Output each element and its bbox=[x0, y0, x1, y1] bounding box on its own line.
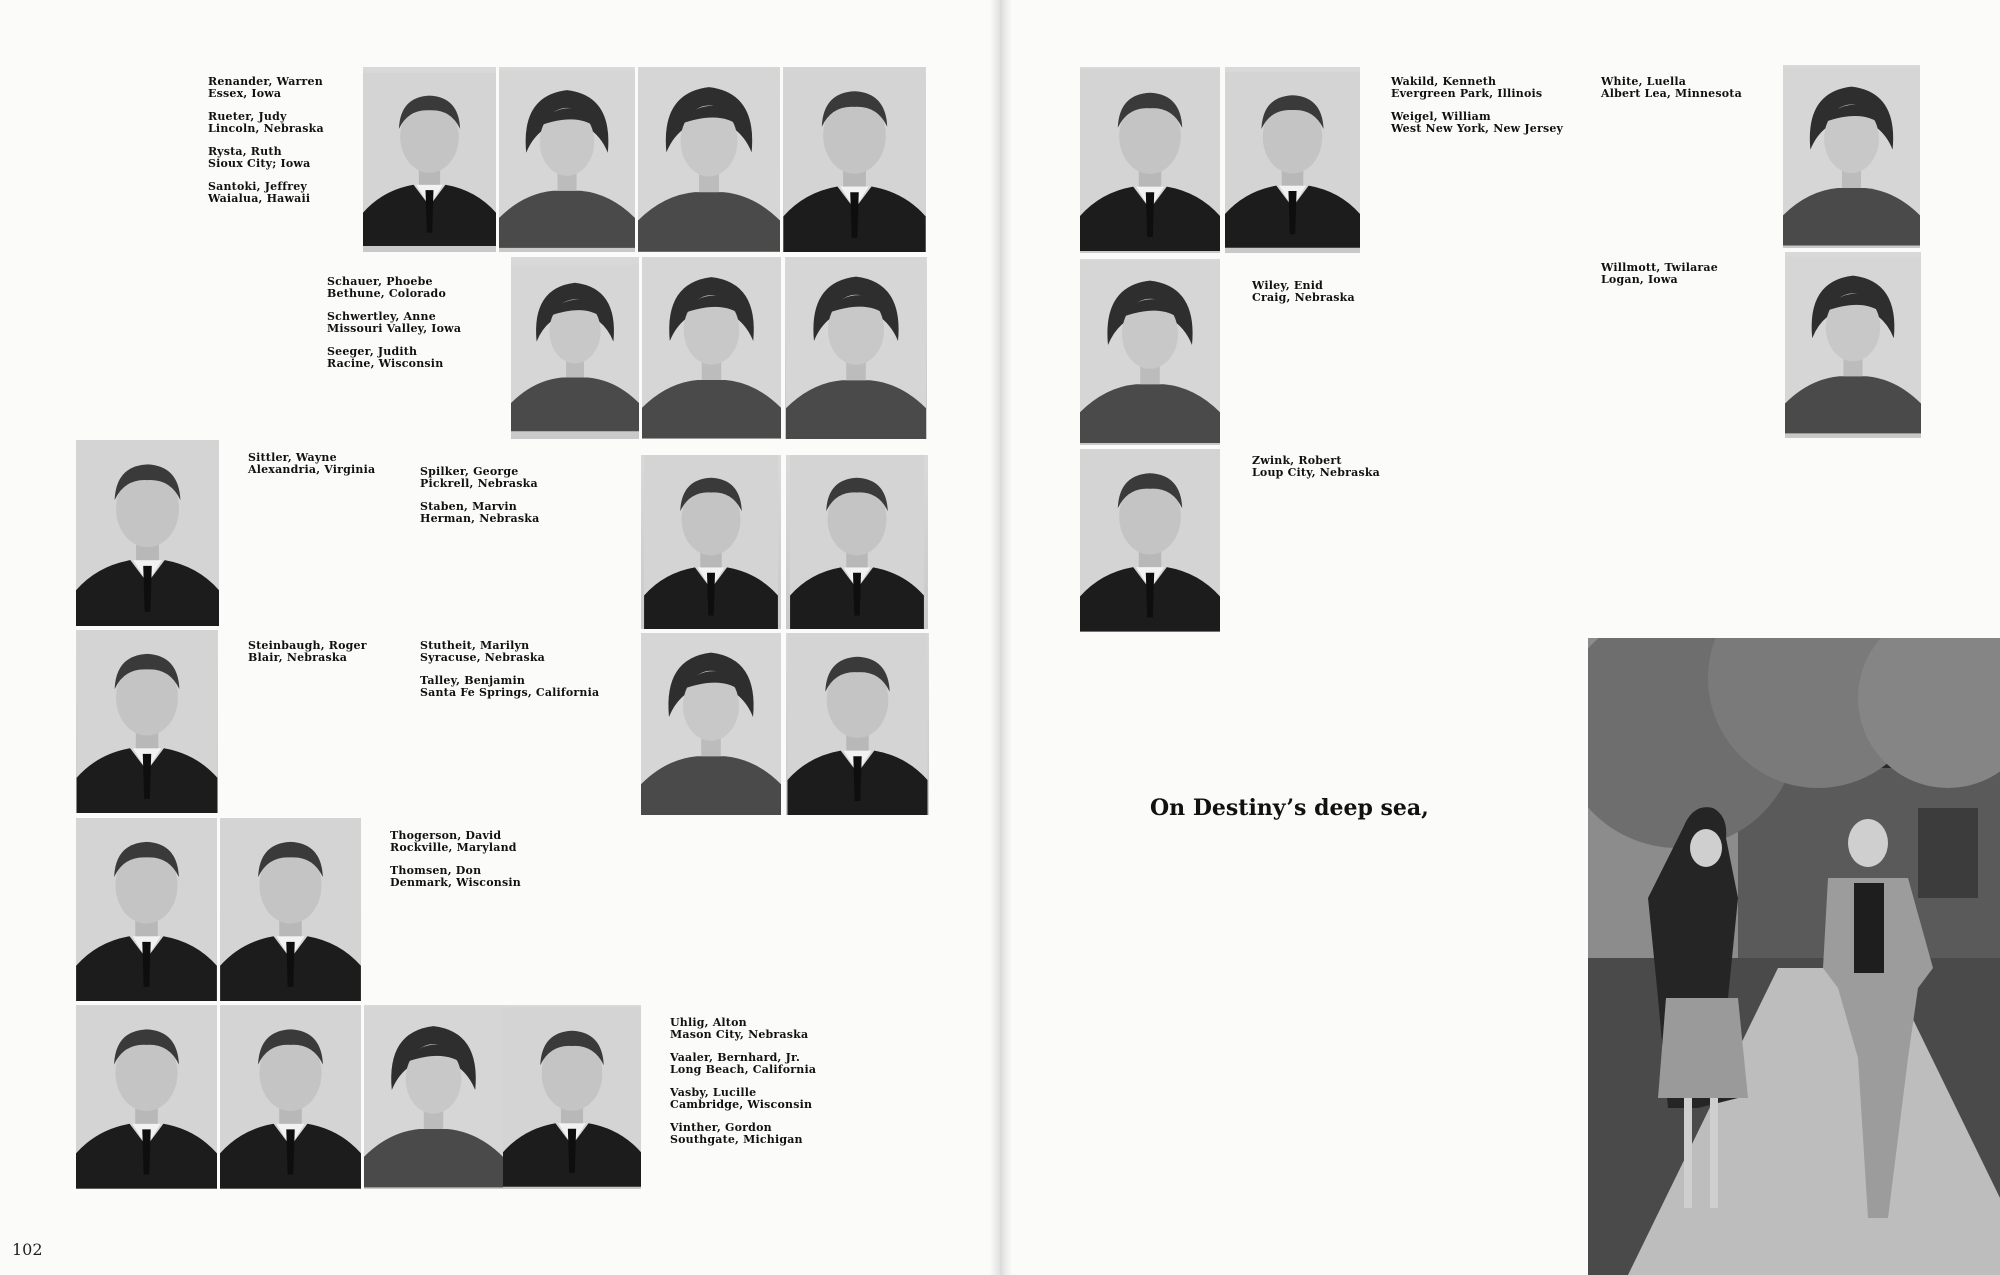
name-list-g2 bbox=[327, 276, 461, 381]
student-name: Renander, Warren bbox=[208, 75, 323, 88]
portrait-photo bbox=[499, 67, 635, 252]
student-entry bbox=[670, 1052, 816, 1076]
student-hometown: Santa Fe Springs, California bbox=[420, 686, 600, 699]
student-hometown: Loup City, Nebraska bbox=[1252, 466, 1381, 479]
page-gutter bbox=[990, 0, 1012, 1275]
student-hometown: Alexandria, Virginia bbox=[248, 463, 376, 476]
student-name: Weigel, William bbox=[1391, 110, 1491, 123]
student-entry bbox=[1391, 111, 1563, 135]
portrait-photo bbox=[786, 633, 929, 815]
portrait-photo bbox=[76, 818, 217, 1001]
campus-photo bbox=[1588, 638, 2000, 1275]
portrait-photo bbox=[638, 67, 780, 252]
student-hometown: Blair, Nebraska bbox=[248, 651, 348, 664]
student-entry bbox=[248, 640, 367, 664]
student-name: Wiley, Enid bbox=[1252, 279, 1323, 292]
name-list-g12 bbox=[1252, 280, 1355, 315]
student-entry bbox=[420, 501, 539, 525]
student-hometown: Lincoln, Nebraska bbox=[208, 122, 324, 135]
student-entry bbox=[1252, 280, 1355, 304]
student-entry bbox=[248, 452, 375, 476]
portrait-photo bbox=[786, 455, 928, 629]
student-name: Thogerson, David bbox=[390, 829, 502, 842]
portrait-photo bbox=[1080, 259, 1220, 445]
student-name: Steinbaugh, Roger bbox=[248, 639, 367, 652]
student-name: Uhlig, Alton bbox=[670, 1016, 747, 1029]
portrait-photo bbox=[220, 818, 361, 1001]
student-entry bbox=[1601, 76, 1742, 100]
student-entry bbox=[327, 276, 461, 300]
student-name: Schwertley, Anne bbox=[327, 310, 436, 323]
student-entry bbox=[670, 1087, 816, 1111]
page-number: 102 bbox=[12, 1240, 43, 1259]
student-hometown: Cambridge, Wisconsin bbox=[670, 1098, 813, 1111]
student-entry bbox=[208, 111, 324, 135]
portrait-photo bbox=[1080, 67, 1220, 253]
name-list-g10 bbox=[1601, 76, 1742, 111]
student-hometown: Racine, Wisconsin bbox=[327, 357, 444, 370]
student-hometown: Evergreen Park, Illinois bbox=[1391, 87, 1543, 100]
student-hometown: Sioux City; Iowa bbox=[208, 157, 311, 170]
name-list-g1 bbox=[208, 76, 324, 216]
portrait-photo bbox=[76, 440, 219, 626]
student-entry bbox=[1252, 455, 1380, 479]
portrait-photo bbox=[76, 630, 218, 813]
student-name: Vinther, Gordon bbox=[670, 1121, 772, 1134]
student-hometown: Bethune, Colorado bbox=[327, 287, 446, 300]
portrait-photo bbox=[1225, 67, 1360, 253]
portrait-photo bbox=[363, 67, 496, 252]
name-list-g13 bbox=[1252, 455, 1380, 490]
student-hometown: Craig, Nebraska bbox=[1252, 291, 1355, 304]
portrait-photo bbox=[641, 455, 781, 629]
student-name: Rysta, Ruth bbox=[208, 145, 282, 158]
portrait-photo bbox=[1080, 449, 1220, 632]
student-name: Schauer, Phoebe bbox=[327, 275, 433, 288]
portrait-photo bbox=[642, 257, 781, 439]
student-entry bbox=[1601, 262, 1718, 286]
name-list-g4 bbox=[420, 466, 539, 536]
student-name: Sittler, Wayne bbox=[248, 451, 337, 464]
student-entry bbox=[670, 1122, 816, 1146]
student-name: Seeger, Judith bbox=[327, 345, 418, 358]
portrait-photo bbox=[641, 633, 781, 815]
portrait-photo bbox=[785, 257, 927, 439]
student-hometown: Herman, Nebraska bbox=[420, 512, 540, 525]
student-name: Stutheit, Marilyn bbox=[420, 639, 530, 652]
student-hometown: Denmark, Wisconsin bbox=[390, 876, 521, 889]
student-entry bbox=[670, 1017, 816, 1041]
student-entry bbox=[327, 346, 461, 370]
name-list-g8 bbox=[670, 1017, 816, 1157]
student-hometown: Waialua, Hawaii bbox=[208, 192, 311, 205]
student-name: Rueter, Judy bbox=[208, 110, 287, 123]
student-name: Vaaler, Bernhard, Jr. bbox=[670, 1051, 800, 1064]
student-entry bbox=[420, 640, 599, 664]
name-list-g3 bbox=[248, 452, 375, 487]
student-hometown: Southgate, Michigan bbox=[670, 1133, 803, 1146]
student-name: Willmott, Twilarae bbox=[1601, 261, 1718, 274]
student-entry bbox=[208, 76, 324, 100]
student-name: White, Luella bbox=[1601, 75, 1687, 88]
student-entry bbox=[208, 146, 324, 170]
student-hometown: Pickrell, Nebraska bbox=[420, 477, 538, 490]
student-hometown: Missouri Valley, Iowa bbox=[327, 322, 462, 335]
portrait-photo bbox=[511, 257, 639, 439]
portrait-photo bbox=[76, 1005, 217, 1189]
student-name: Vasby, Lucille bbox=[670, 1086, 757, 1099]
student-entry bbox=[327, 311, 461, 335]
student-entry bbox=[390, 865, 521, 889]
student-name: Thomsen, Don bbox=[390, 864, 482, 877]
student-name: Wakild, Kenneth bbox=[1391, 75, 1497, 88]
student-name: Talley, Benjamin bbox=[420, 674, 526, 687]
name-list-g6 bbox=[420, 640, 599, 710]
student-name: Zwink, Robert bbox=[1252, 454, 1342, 467]
portrait-photo bbox=[220, 1005, 361, 1189]
page-caption: On Destiny’s deep sea, bbox=[1150, 795, 1429, 821]
student-hometown: Albert Lea, Minnesota bbox=[1601, 87, 1742, 100]
name-list-g7 bbox=[390, 830, 521, 900]
portrait-photo bbox=[364, 1005, 503, 1189]
student-entry bbox=[420, 675, 599, 699]
student-name: Santoki, Jeffrey bbox=[208, 180, 307, 193]
student-hometown: Mason City, Nebraska bbox=[670, 1028, 809, 1041]
student-entry bbox=[390, 830, 521, 854]
name-list-g5 bbox=[248, 640, 367, 675]
student-hometown: Syracuse, Nebraska bbox=[420, 651, 546, 664]
name-list-g11 bbox=[1601, 262, 1718, 297]
student-hometown: Rockville, Maryland bbox=[390, 841, 517, 854]
portrait-photo bbox=[503, 1005, 641, 1189]
portrait-photo bbox=[1783, 65, 1920, 248]
student-name: Spilker, George bbox=[420, 465, 519, 478]
student-name: Staben, Marvin bbox=[420, 500, 517, 513]
portrait-photo bbox=[1785, 252, 1921, 438]
student-entry bbox=[208, 181, 324, 205]
student-entry bbox=[420, 466, 539, 490]
student-hometown: Logan, Iowa bbox=[1601, 273, 1678, 286]
name-list-g9 bbox=[1391, 76, 1563, 146]
portrait-photo bbox=[783, 67, 926, 252]
student-entry bbox=[1391, 76, 1563, 100]
student-hometown: Long Beach, California bbox=[670, 1063, 817, 1076]
student-hometown: West New York, New Jersey bbox=[1391, 122, 1564, 135]
student-hometown: Essex, Iowa bbox=[208, 87, 282, 100]
